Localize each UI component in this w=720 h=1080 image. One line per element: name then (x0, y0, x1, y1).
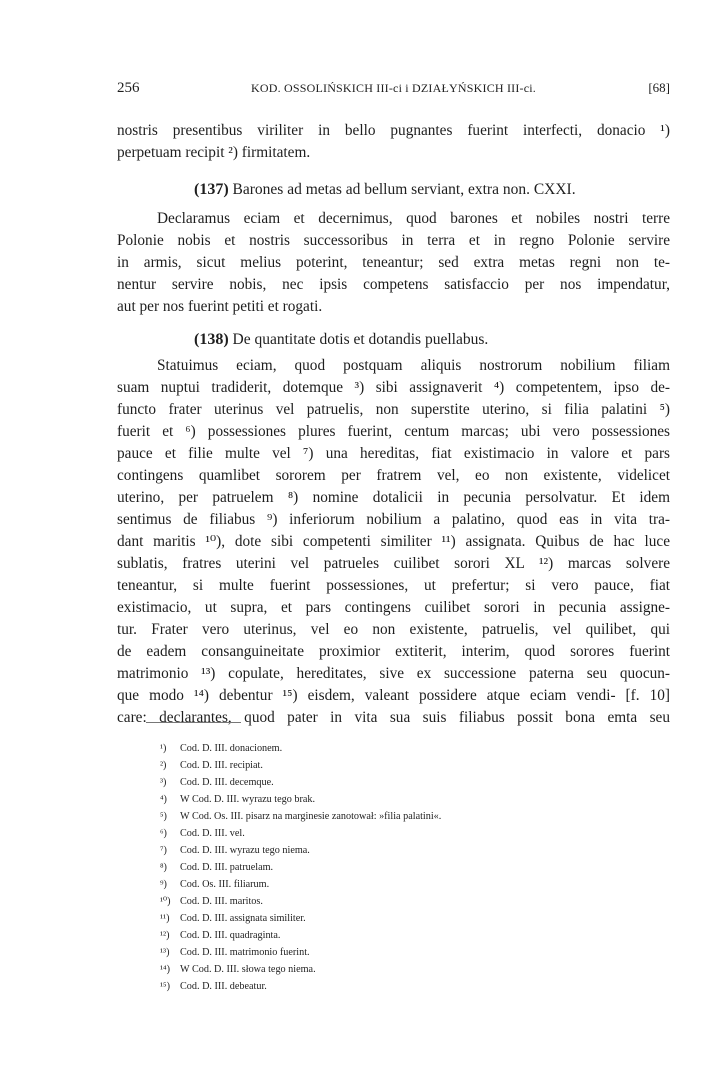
text-line: Statuimus eciam, quod postquam aliquis nostrorum nobilium filiam (157, 357, 670, 374)
section-number: (137) (194, 181, 229, 198)
footnote (160, 808, 441, 825)
text-line: fuerit et ⁶) possessiones plures fuerint, centum marcas; ubi vero possessiones (117, 423, 670, 440)
running-header (117, 80, 670, 102)
footnote-text: Cod. D. III. matrimonio fuerint. (180, 947, 310, 958)
text-line: matrimonio ¹³) copulate, hereditates, sive ex successione paterna seu quocun- (117, 665, 670, 682)
footnote-mark: ⁵) (160, 811, 167, 822)
text-line: sublatis, fratres uterini vel patrueles cuilibet sorori XL ¹²) marcas solvere (117, 555, 670, 572)
folio-number: [68] (648, 80, 670, 95)
text-line: in armis, sicut melius poterint, teneantur; sed extra metas regni non te- (117, 254, 670, 271)
running-title: KOD. OSSOLIŃSKICH III-ci i DZIAŁYŃSKICH III-ci. (250, 81, 537, 95)
footnote-text: Cod. D. III. decemque. (180, 777, 274, 788)
footnote (160, 961, 316, 978)
text-line: de eadem consanguineitate proximior extiterit, interim, quod sorores fuerint (117, 643, 670, 660)
footnote (160, 944, 310, 961)
footnote-mark: ⁷) (160, 845, 167, 856)
text-line: tur. Frater vero uterinus, vel eo non existente, patruelis, vel quilibet, qui (117, 621, 670, 638)
footnote-text: W Cod. Os. III. pisarz na marginesie zanotował: »filia palatini«. (180, 811, 442, 822)
footnote-text: Cod. D. III. assignata similiter. (180, 913, 306, 924)
footnote (160, 791, 315, 808)
footnote (160, 825, 245, 842)
text-line: Declaramus eciam et decernimus, quod barones et nobiles nostri terre (157, 210, 670, 227)
footnote (160, 978, 267, 995)
footnote-mark: ⁴) (160, 794, 167, 805)
footnote-text: W Cod. D. III. wyrazu tego brak. (180, 794, 316, 805)
footnote-text: Cod. D. III. wyrazu tego niema. (180, 845, 310, 856)
text-line: nostris presentibus viriliter in bello pugnantes fuerint interfecti, donacio ¹) (117, 122, 670, 139)
footnote-mark: ⁶) (160, 828, 167, 839)
footnote-mark: ¹⁵) (160, 981, 170, 992)
text-line: teneantur, si multe fuerint possessiones, ut prefertur; si vero pauce, fiat (117, 577, 670, 594)
footnote (160, 893, 263, 910)
footnote-mark: ²) (160, 760, 167, 771)
text-line: Polonie nobis et nostris successoribus in terra et in regno Polonie servire (117, 232, 670, 249)
footnote-mark: ⁸) (160, 862, 167, 873)
footnote-text: Cod. D. III. patruelam. (180, 862, 274, 873)
footnote (160, 927, 280, 944)
text-line: pauce et filie multe vel ⁷) una hereditas, fiat existimacio in valore et pars (117, 445, 670, 462)
text-line: care: declarantes, quod pater in vita sua suis filiabus possit bona emta seu (117, 709, 670, 726)
text-line: suam nuptui tradiderit, dotemque ³) sibi assignaverit ⁴) competentem, ipso de- (117, 379, 670, 396)
text-line: aut per nos fuerint petiti et rogati. (117, 298, 323, 315)
footnote (160, 774, 274, 791)
text-line: contingens quamlibet sororem per fratrem vel, eo non existente, videlicet (117, 467, 670, 484)
footnote-mark: ⁹) (160, 879, 167, 890)
text-line: nentur servire nobis, nec ipsis competens satisfaccio per nos impendatur, (117, 276, 670, 293)
footnote (160, 757, 263, 774)
text-line: perpetuam recipit ²) firmitatem. (117, 144, 311, 161)
footnote-mark: ¹⁴) (160, 964, 170, 975)
footnote-mark: ¹²) (160, 930, 170, 941)
footnote (160, 859, 273, 876)
footnote (160, 842, 310, 859)
footnote-text: Cod. D. III. maritos. (180, 896, 263, 907)
text-line: dant maritis ¹⁰), dote sibi competenti similiter ¹¹) assignata. Quibus de hac luce (117, 533, 670, 550)
footnote-text: Cod. D. III. vel. (180, 828, 245, 839)
footnote-mark: ³) (160, 777, 167, 788)
footnote-mark: ¹⁰) (160, 896, 171, 907)
footnote-text: Cod. D. III. quadraginta. (180, 930, 281, 941)
section-heading-137 (117, 179, 670, 201)
footnote-text: Cod. D. III. debeatur. (180, 981, 267, 992)
section-title: Barones ad metas ad bellum serviant, extra non. CXXI. (232, 181, 576, 198)
footnote-separator (146, 722, 241, 723)
section-title: De quantitate dotis et dotandis puellabus. (232, 331, 489, 348)
text-line: uterino, per patruelem ⁸) nomine dotalicii in pecunia persolvatur. Et idem (117, 489, 670, 506)
footnote-text: Cod. Os. III. filiarum. (180, 879, 270, 890)
footnote (160, 740, 282, 757)
footnote (160, 910, 306, 927)
footnote-mark: ¹³) (160, 947, 170, 958)
text-line: que modo ¹⁴) debentur ¹⁵) eisdem, valeant possidere atque eciam vendi- [f. 10] (117, 687, 670, 704)
footnote-mark: ¹) (160, 743, 167, 754)
section-heading-138 (117, 329, 670, 351)
footnote-mark: ¹¹) (160, 913, 170, 924)
text-line: existimacio, ut supra, et pars contingens cuilibet sorori in pecunia assigne- (117, 599, 670, 616)
footnote-text: Cod. D. III. recipiat. (180, 760, 263, 771)
text-line: functo frater uterinus vel patruelis, non superstite uterino, si filia palatini ⁵) (117, 401, 670, 418)
footnote-text: W Cod. D. III. słowa tego niema. (180, 964, 316, 975)
section-number: (138) (194, 331, 229, 348)
footnote-text: Cod. D. III. donacionem. (180, 743, 283, 754)
text-line: sentimus de filiabus ⁹) inferiorum nobilium a palatino, quod eas in vita tra- (117, 511, 670, 528)
footnote (160, 876, 269, 893)
page-number: 256 (117, 80, 140, 96)
